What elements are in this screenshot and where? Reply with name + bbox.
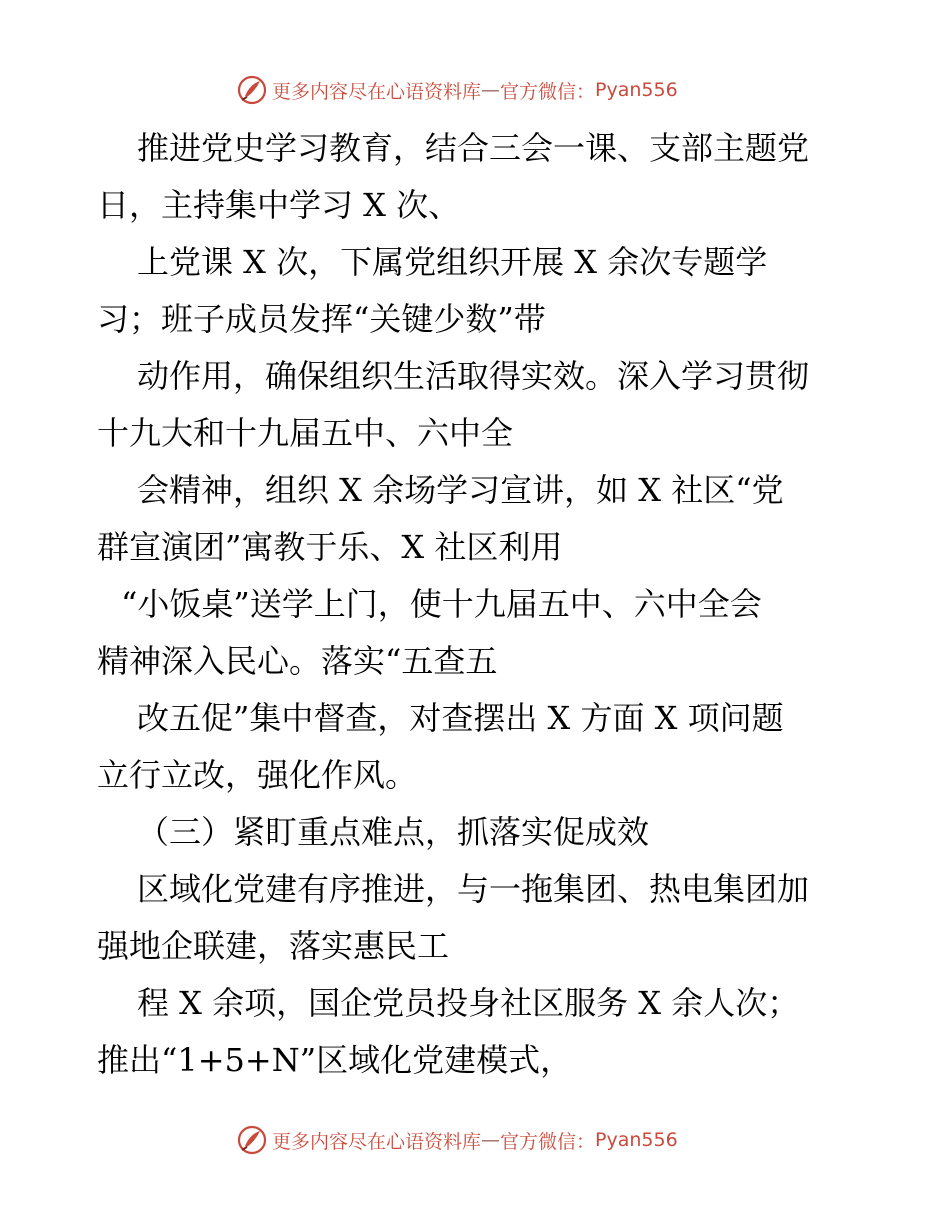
paragraph-line: 精神深入民心。落实“五查五 bbox=[97, 642, 498, 680]
paragraph-line: 立行立改，强化作风。 bbox=[97, 756, 418, 794]
paragraph-line: 会精神，组织 X 余场学习宣讲，如 X 社区“党 bbox=[137, 471, 784, 509]
watermark-separator: — bbox=[481, 1129, 501, 1151]
watermark-text: 更多内容尽在心语资料库 bbox=[272, 1130, 482, 1153]
watermark-wechat-id: Pyan556 bbox=[595, 1129, 678, 1151]
paragraph-line: 十九大和十九届五中、六中全 bbox=[97, 414, 514, 452]
paragraph-line: 推出“1+5+N”区域化党建模式， bbox=[97, 1041, 573, 1079]
paragraph-line: 强地企联建，落实惠民工 bbox=[97, 927, 450, 965]
brush-logo-icon bbox=[236, 1124, 268, 1156]
paragraph-line: 区域化党建有序推进，与一拖集团、热电集团加 bbox=[137, 870, 810, 908]
paragraph-line: 群宣演团”寓教于乐、X 社区利用 bbox=[97, 528, 563, 566]
watermark-separator: — bbox=[481, 79, 501, 101]
paragraph-line: 程 X 余项，国企党员投身社区服务 X 余人次； bbox=[137, 984, 800, 1022]
watermark-wechat-label: 官方微信： bbox=[500, 80, 596, 103]
paragraph-line: 推进党史学习教育，结合三会一课、支部主题党 bbox=[137, 129, 810, 167]
paragraph-line: 改五促”集中督查，对查摆出 X 方面 X 项问题 bbox=[137, 699, 784, 737]
watermark-footer bbox=[236, 1122, 678, 1158]
paragraph-line: 动作用，确保组织生活取得实效。深入学习贯彻 bbox=[137, 357, 810, 395]
watermark-header bbox=[236, 72, 678, 108]
watermark-wechat-id: Pyan556 bbox=[595, 79, 678, 101]
watermark-wechat-label: 官方微信： bbox=[500, 1130, 596, 1153]
paragraph-line: “小饭桌”送学上门，使十九届五中、六中全会 bbox=[121, 585, 762, 623]
watermark-text: 更多内容尽在心语资料库 bbox=[272, 80, 482, 103]
paragraph-line: 日，主持集中学习 X 次、 bbox=[97, 186, 461, 224]
section-heading: （三）紧盯重点难点，抓落实促成效 bbox=[137, 813, 650, 851]
brush-logo-icon bbox=[236, 74, 268, 106]
paragraph-line: 习；班子成员发挥“关键少数”带 bbox=[97, 300, 546, 338]
paragraph-line: 上党课 X 次，下属党组织开展 X 余次专题学 bbox=[137, 243, 768, 281]
